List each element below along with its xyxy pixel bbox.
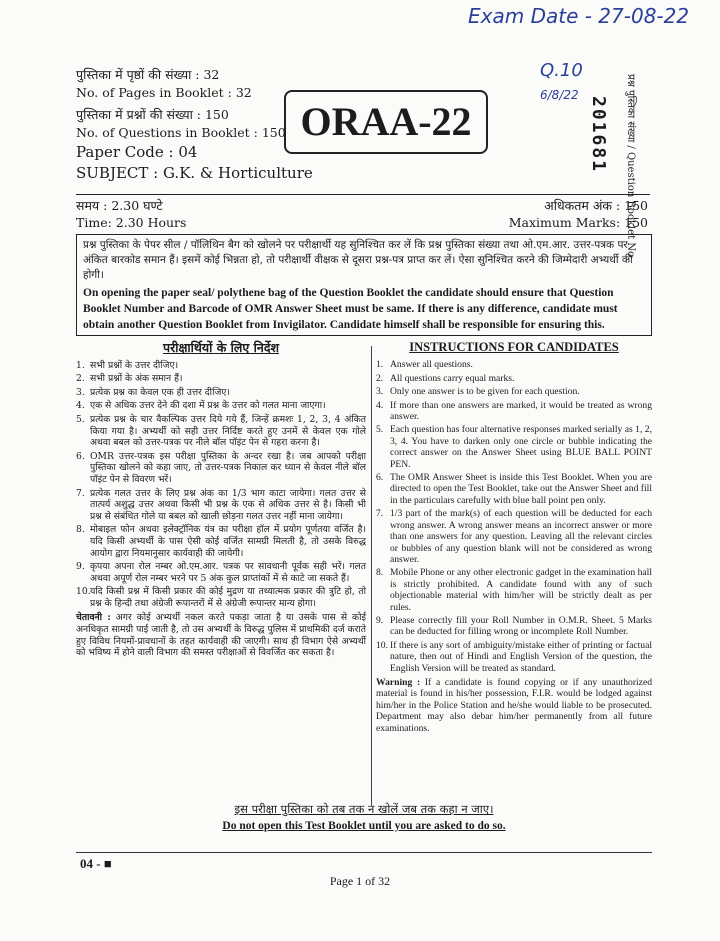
instruction-english-item-text: Only one answer is to be given for each question. [390, 386, 580, 398]
handwritten-date-note: 6/8/22 [540, 88, 579, 102]
instruction-english-item-text: Mobile Phone or any other electronic gadget in the examination hall is strictly prohibited. A candidate found with any of such objectionable material with him/her will be strictly dealt as per rules. [390, 567, 652, 613]
instruction-english-item [376, 424, 652, 470]
questions-hindi: पुस्तिका में प्रश्नों की संख्या : 150 [76, 107, 229, 122]
instruction-english-item-text: All questions carry equal marks. [390, 372, 515, 384]
instruction-english-item-number: 4. [376, 399, 384, 411]
footer-english: Do not open this Test Booklet until you are asked to do so. [222, 820, 506, 832]
warning-english [376, 677, 652, 734]
time-hindi: समय : 2.30 घण्टे [76, 198, 163, 213]
instruction-hindi-item-text: OMR उत्तर-पत्रक इस परीक्षा पुस्तिका के अन्दर रखा है। जब आपको परीक्षा पुस्तिका खोलने को कहा जाए, तो उत्तर-पत्रक निकाल कर ध्यान से केवल नीले बॉल पॉइंट पेन से विवरण भरें। [90, 450, 366, 485]
paper-code: Paper Code : 04 [76, 143, 198, 161]
instruction-hindi-item-text: प्रत्येक प्रश्न का केवल एक ही उत्तर दीजिए। [90, 386, 230, 398]
notice-english: On opening the paper seal/ polythene bag of the Question Booklet the candidate should ensure that Question Booklet Number and Barcode of OMR Answer Sheet must be same. If there is any difference, candidate must obtain another Question Booklet from Invigilator. Candidate himself shall be responsible for ensuring this. [83, 287, 618, 331]
instruction-hindi-item [76, 524, 366, 559]
instruction-hindi-item [76, 414, 366, 449]
booklet-serial-number: 201681 [588, 96, 609, 174]
max-marks-hindi: अधिकतम अंक : 150 [544, 198, 648, 213]
instruction-english-item-number: 8. [376, 567, 384, 579]
instruction-hindi-item-number: 8. [76, 524, 85, 536]
instruction-hindi-item-number: 9. [76, 561, 85, 573]
warning-hindi [76, 612, 366, 658]
instruction-english-item [376, 640, 652, 674]
instruction-english-item-number: 1. [376, 359, 384, 371]
footer-paper-code: 04 - ■ [80, 856, 112, 871]
pages-english: No. of Pages in Booklet : 32 [76, 85, 252, 100]
instruction-english-item-number: 3. [376, 386, 384, 398]
instruction-english-item [376, 373, 652, 384]
instruction-hindi-item-number: 5. [76, 413, 85, 425]
instruction-hindi-item-text: प्रत्येक गलत उत्तर के लिए प्रश्न अंक का 1/3 भाग काटा जायेगा। गलत उत्तर से तात्पर्य अशुद्ध उत्तर अथवा किसी भी प्रश्न के एक से अधिक उत्तर से है। किसी भी प्रश्न से संबंधित गोले या बबल को खाली छोड़ना गलत उत्तर नहीं माना जायेगा। [90, 487, 366, 522]
instruction-english-item-text: If there is any sort of ambiguity/mistake either of printing or factual nature, then out of Hindi and English Version of the question, the English Version will be treated as standard. [390, 639, 652, 674]
subject: SUBJECT : G.K. & Horticulture [76, 164, 313, 182]
page-number: Page 1 of 32 [329, 874, 391, 888]
instruction-english-item [376, 400, 652, 423]
instruction-english-item-text: 1/3 part of the mark(s) of each question will be deducted for each wrong answer. A wrong answer means an incorrect answer or more than one answers for any question. Leaving all the relevant circles or bubbles of any question blank will not be considered as wrong answer. [390, 508, 652, 565]
instruction-english-item-text: Please correctly fill your Roll Number in O.M.R. Sheet. 5 Marks can be deducted for filling wrong or incomplete Roll Number. [390, 614, 652, 638]
booklet-info [76, 66, 313, 184]
instruction-hindi-item-text: मोबाइल फोन अथवा इलेक्ट्रॉनिक यंत्र का परीक्षा हॉल में प्रयोग पूर्णतया वर्जित है। यदि किसी अभ्यर्थी के पास ऐसी कोई वर्जित सामग्री मिलती है, तो उसके विरुद्ध आयोग द्वारा नियमानुसार कार्यवाही की जायेगी। [90, 524, 366, 559]
instructions-hindi [76, 342, 366, 812]
instruction-hindi-item [76, 561, 366, 584]
instruction-hindi-item-number: 2. [76, 373, 85, 385]
instruction-english-item-text: Each question has four alternative responses marked serially as 1, 2, 3, 4. You have to darken only one circle or bubble indicating the correct answer on the Answer Sheet using BLUE BALL POINT PEN. [390, 424, 652, 470]
notice-box [76, 234, 652, 336]
time-english: Time: 2.30 Hours [76, 215, 187, 230]
instruction-english-item [376, 567, 652, 613]
instruction-hindi-item [76, 586, 366, 609]
instruction-english-item [376, 359, 652, 370]
instruction-hindi-item-number: 4. [76, 400, 85, 412]
instruction-english-item [376, 508, 652, 565]
instruction-hindi-item-number: 7. [76, 487, 85, 499]
instruction-hindi-item-number: 10. [76, 586, 91, 598]
pages-hindi: पुस्तिका में पृष्ठों की संख्या : 32 [76, 67, 220, 82]
instruction-hindi-item-text: यदि किसी प्रश्न में किसी प्रकार की कोई मुद्रण या तथ्यात्मक प्रकार की त्रुटि हो, तो प्रश्न के हिन्दी तथा अंग्रेजी रूपान्तरों में से अंग्रेजी रूपान्तर मान्य होगा। [90, 586, 366, 609]
instruction-hindi-item [76, 360, 366, 372]
instruction-hindi-item-number: 1. [76, 359, 85, 371]
instruction-hindi-item [76, 488, 366, 523]
instruction-english-item-number: 6. [376, 472, 384, 484]
instruction-english-item [376, 472, 652, 506]
instruction-hindi-item-number: 6. [76, 450, 85, 462]
instruction-english-item-number: 2. [376, 372, 384, 384]
instruction-english-item [376, 386, 652, 397]
booklet-number-label: प्रश्न पुस्तिका संख्या / Question Booklet No. [625, 74, 636, 261]
instruction-english-item-number: 9. [376, 614, 384, 626]
instruction-english-item [376, 615, 652, 638]
instruction-hindi-item-text: प्रत्येक प्रश्न के चार वैकल्पिक उत्तर दिये गये हैं, जिन्हें क्रमशः 1, 2, 3, 4 अंकित किया गया है। अभ्यर्थी को सही उत्तर निर्दिष्ट करते हुए उनमें से केवल एक गोले अथवा बबल को उत्तर-पत्रक पर नीले बॉल पॉइंट पेन से गहरा करना है। [90, 413, 366, 449]
handwritten-initials: Q.10 [540, 60, 583, 81]
instruction-english-item-number: 7. [376, 508, 384, 520]
instructions-hindi-title: परीक्षार्थियों के लिए निर्देश [163, 340, 279, 355]
max-marks-english: Maximum Marks: 150 [508, 215, 648, 230]
instruction-english-item-text: The OMR Answer Sheet is inside this Test Booklet. When you are directed to open the Test Booklet, take out the Answer Sheet and fill in the particulars carefully with blue ball point pen only. [390, 472, 652, 506]
questions-english: No. of Questions in Booklet : 150 [76, 125, 286, 140]
instruction-hindi-item [76, 451, 366, 486]
column-divider [371, 346, 372, 806]
instruction-hindi-item-text: एक से अधिक उत्तर देने की दशा में प्रश्न के उत्तर को गलत माना जाएगा। [90, 400, 326, 412]
instruction-english-item-number: 5. [376, 424, 384, 436]
exam-code-box: ORAA-22 [284, 90, 488, 154]
instruction-english-item-number: 10. [376, 639, 388, 651]
instruction-hindi-item-text: सभी प्रश्नों के अंक समान हैं। [90, 373, 183, 385]
instruction-hindi-item-text: कृपया अपना रोल नम्बर ओ.एम.आर. पत्रक पर सावधानी पूर्वक सही भरें। गलत अथवा अपूर्ण रोल नम्बर भरने पर 5 अंक कुल प्राप्तांकों में से काटे जा सकते हैं। [90, 561, 366, 584]
footer-hindi: इस परीक्षा पुस्तिका को तब तक न खोलें जब तक कहा न जाए। [234, 802, 494, 816]
warning-hindi-text: अगर कोई अभ्यर्थी नकल करते पकड़ा जाता है या उसके पास से कोई अनधिकृत सामग्री पाई जाती है, तो उस अभ्यर्थी के विरुद्ध पुलिस में प्राथमिकी दर्ज कराते हुए विविध नियमों-प्रावधानों के तहत कार्यवाही की जाएगी। साथ ही विभाग ऐसे अभ्यर्थी को भविष्य में होने वाली विभाग की समस्त परीक्षाओं से विवर्जित कर सकता है। [76, 612, 366, 659]
warning-english-text: If a candidate is found copying or if any unauthorized material is found in his/her possession, F.I.R. would be lodged against him/her in the Police Station and he/she would liable to be prosecuted. Department may also debar him/her permanently from all future examinations. [376, 676, 652, 734]
header-divider [76, 194, 650, 195]
instruction-hindi-item [76, 373, 366, 385]
instruction-english-item-text: Answer all questions. [390, 359, 473, 371]
instruction-hindi-item-text: सभी प्रश्नों के उत्तर दीजिए। [90, 359, 179, 371]
handwritten-exam-date: Exam Date - 27-08-22 [468, 4, 690, 28]
instruction-hindi-item [76, 400, 366, 412]
instructions-english-title: INSTRUCTIONS FOR CANDIDATES [409, 340, 619, 354]
warning-hindi-label: चेतावनी : [76, 612, 111, 624]
notice-hindi: प्रश्न पुस्तिका के पेपर सील / पॉलिथिन बैग को खोलने पर परीक्षार्थी यह सुनिश्चित कर लें कि प्रश्न पुस्तिका संख्या तथा ओ.एम.आर. उत्तर-पत्रक पर अंकित बारकोड समान हैं। इसमें कोई भिन्नता हो, तो परीक्षार्थी वीक्षक से दूसरा प्रश्न-पत्र प्राप्त कर लें। ऐसा सुनिश्चित करने की जिम्मेदारी अभ्यर्थी की होगी। [83, 239, 633, 281]
instruction-hindi-item [76, 387, 366, 399]
warning-english-label: Warning : [376, 676, 421, 688]
instruction-hindi-item-number: 3. [76, 386, 85, 398]
instruction-english-item-text: If more than one answers are marked, it would be treated as wrong answer. [390, 399, 652, 423]
footer-divider [76, 852, 652, 853]
instructions-english [376, 342, 652, 812]
